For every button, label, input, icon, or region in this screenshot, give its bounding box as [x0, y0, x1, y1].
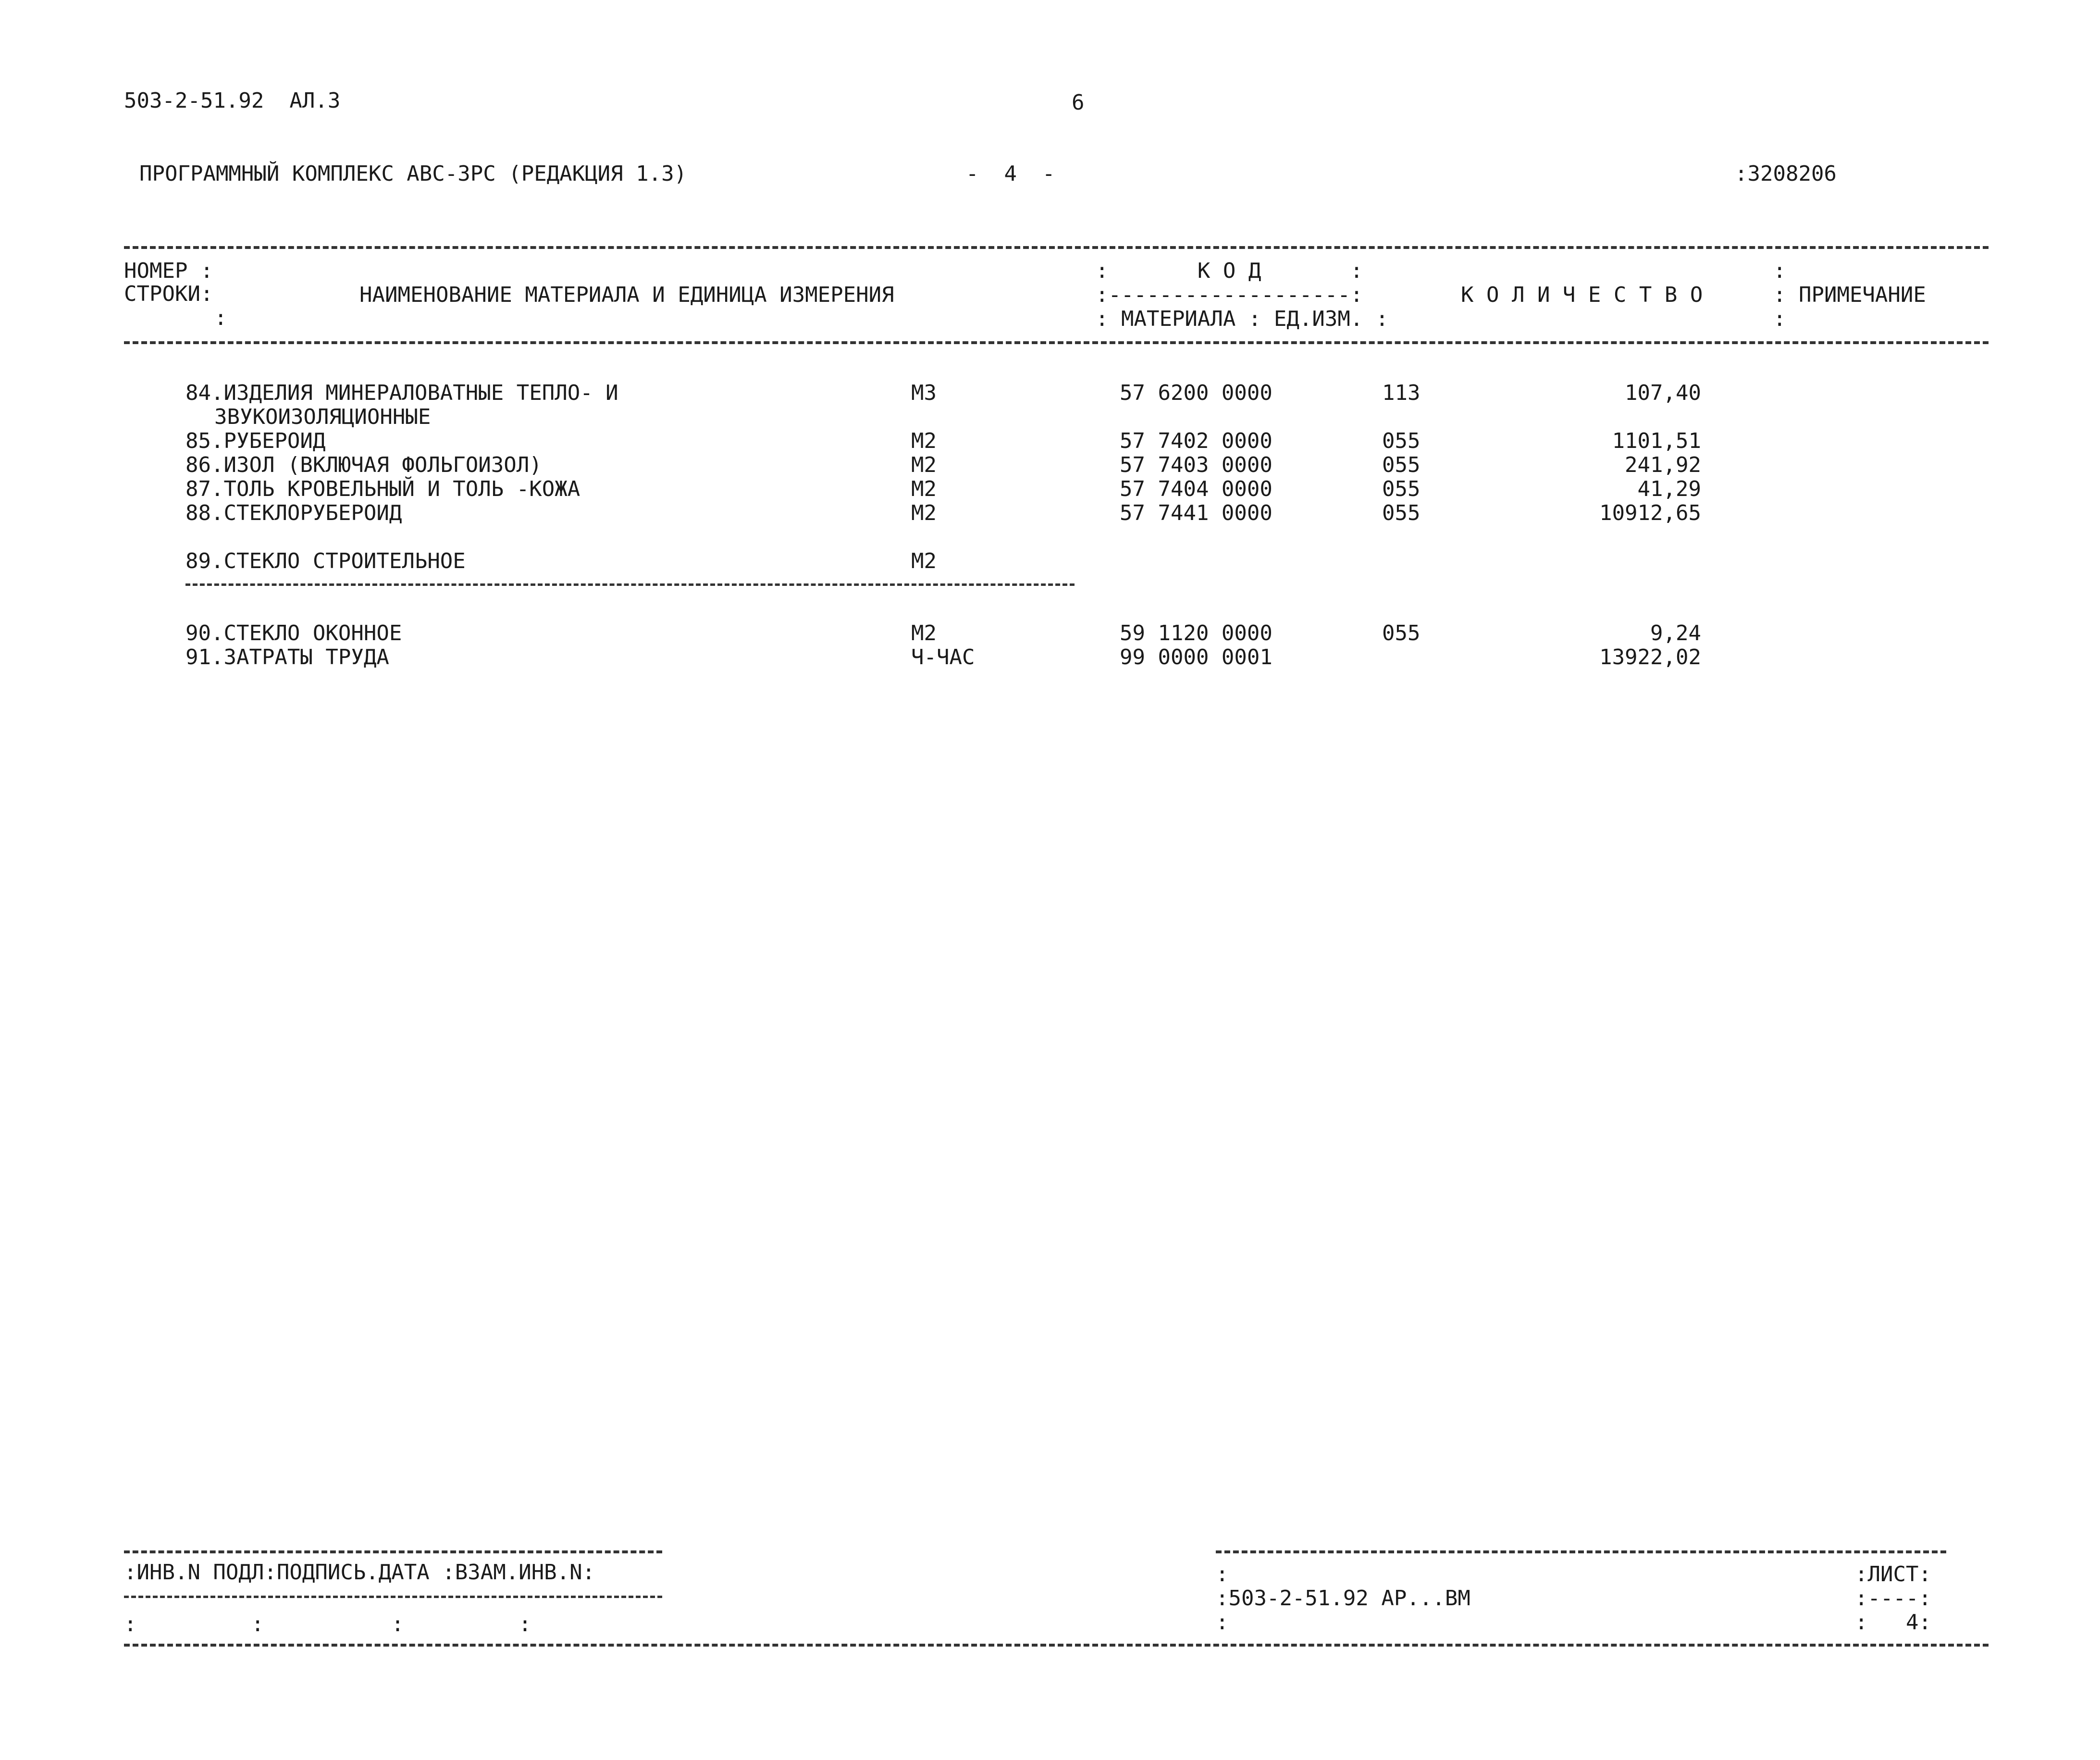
- unit: М2: [911, 621, 937, 645]
- stamp-divider: :: [1216, 1562, 1229, 1586]
- footer-bottom-rule: [124, 1644, 1989, 1647]
- material-code: 57 7404 0000: [1120, 477, 1272, 501]
- measure-code: 055: [1382, 477, 1421, 501]
- material-name: 91.ЗАТРАТЫ ТРУДА: [185, 645, 389, 669]
- measure-code: 055: [1382, 429, 1421, 453]
- unit: М2: [911, 501, 937, 525]
- group-separator-rule: [185, 583, 1075, 586]
- note-column-divider: :: [1773, 307, 1786, 331]
- code-column-divider: :-------------------:: [1096, 283, 1363, 307]
- quantity: 1101,51: [1612, 429, 1701, 453]
- note-column-divider: :: [1773, 259, 1786, 283]
- signature-table-cells: : : : :: [124, 1612, 531, 1636]
- job-id: :3208206: [1735, 161, 1837, 186]
- material-name: 86.ИЗОЛ (ВКЛЮЧАЯ ФОЛЬГОИЗОЛ): [185, 453, 542, 477]
- number-column-label: НОМЕР :: [124, 259, 213, 283]
- sheet-label: :ЛИСТ:: [1855, 1562, 1931, 1586]
- material-name: 89.СТЕКЛО СТРОИТЕЛЬНОЕ: [185, 549, 466, 573]
- measure-code: 055: [1382, 501, 1421, 525]
- stamp-document-code: :503-2-51.92 АР...ВМ: [1216, 1586, 1470, 1611]
- unit: М3: [911, 381, 937, 405]
- quantity: 10912,65: [1599, 501, 1701, 525]
- material-name: 90.СТЕКЛО ОКОННОЕ: [185, 621, 402, 645]
- material-name: 84.ИЗДЕЛИЯ МИНЕРАЛОВАТНЫЕ ТЕПЛО- И: [185, 381, 618, 405]
- signature-table-mid-rule: [124, 1596, 662, 1598]
- number-column-divider: :: [214, 306, 227, 330]
- measure-code: 113: [1382, 381, 1421, 405]
- number-column-label: СТРОКИ:: [124, 282, 213, 306]
- stamp-divider: :: [1216, 1610, 1229, 1635]
- code-column-label: : К О Д :: [1096, 259, 1363, 283]
- program-title: ПРОГРАММНЫЙ КОМПЛЕКС АВС-3РС (РЕДАКЦИЯ 1.3): [139, 161, 687, 186]
- material-name: 85.РУБЕРОИД: [185, 429, 326, 453]
- document-code: 503-2-51.92 АЛ.3: [124, 88, 341, 113]
- table-top-rule: [124, 246, 1989, 249]
- quantity: 13922,02: [1599, 645, 1701, 669]
- quantity: 241,92: [1625, 453, 1701, 477]
- material-code: 59 1120 0000: [1120, 621, 1272, 645]
- quantity: 107,40: [1625, 381, 1701, 405]
- note-column-label: : ПРИМЕЧАНИЕ: [1773, 283, 1926, 307]
- stamp-top-rule: [1216, 1550, 1946, 1553]
- signature-table-labels: :ИНВ.N ПОДЛ:ПОДПИСЬ.ДАТА :ВЗАМ.ИНВ.N:: [124, 1560, 595, 1585]
- quantity: 41,29: [1637, 477, 1701, 501]
- material-name-continued: ЗВУКОИЗОЛЯЦИОННЫЕ: [214, 405, 431, 429]
- material-code: 57 7441 0000: [1120, 501, 1272, 525]
- material-name: 87.ТОЛЬ КРОВЕЛЬНЫЙ И ТОЛЬ -КОЖА: [185, 477, 581, 501]
- sheet-marker: - 4 -: [966, 161, 1055, 186]
- material-code: 57 7402 0000: [1120, 429, 1272, 453]
- page-number: 6: [1072, 90, 1085, 115]
- table-header-rule: [124, 341, 1989, 344]
- unit: М2: [911, 453, 937, 477]
- quantity-column-label: К О Л И Ч Е С Т В О: [1461, 283, 1703, 307]
- material-code: 57 6200 0000: [1120, 381, 1272, 405]
- measure-code: 055: [1382, 453, 1421, 477]
- material-code: 99 0000 0001: [1120, 645, 1272, 669]
- name-column-label: НАИМЕНОВАНИЕ МАТЕРИАЛА И ЕДИНИЦА ИЗМЕРЕНИЯ: [359, 283, 894, 307]
- measure-code: 055: [1382, 621, 1421, 645]
- code-subcolumn-labels: : МАТЕРИАЛА : ЕД.ИЗМ. :: [1096, 307, 1389, 331]
- sheet-divider: :----:: [1855, 1586, 1931, 1611]
- unit: М2: [911, 429, 937, 453]
- unit: М2: [911, 477, 937, 501]
- material-code: 57 7403 0000: [1120, 453, 1272, 477]
- material-name: 88.СТЕКЛОРУБЕРОИД: [185, 501, 402, 525]
- unit: М2: [911, 549, 937, 573]
- sheet-number: : 4:: [1855, 1610, 1931, 1635]
- quantity: 9,24: [1650, 621, 1701, 645]
- unit: Ч-ЧАС: [911, 645, 975, 669]
- signature-table-top-rule: [124, 1550, 662, 1553]
